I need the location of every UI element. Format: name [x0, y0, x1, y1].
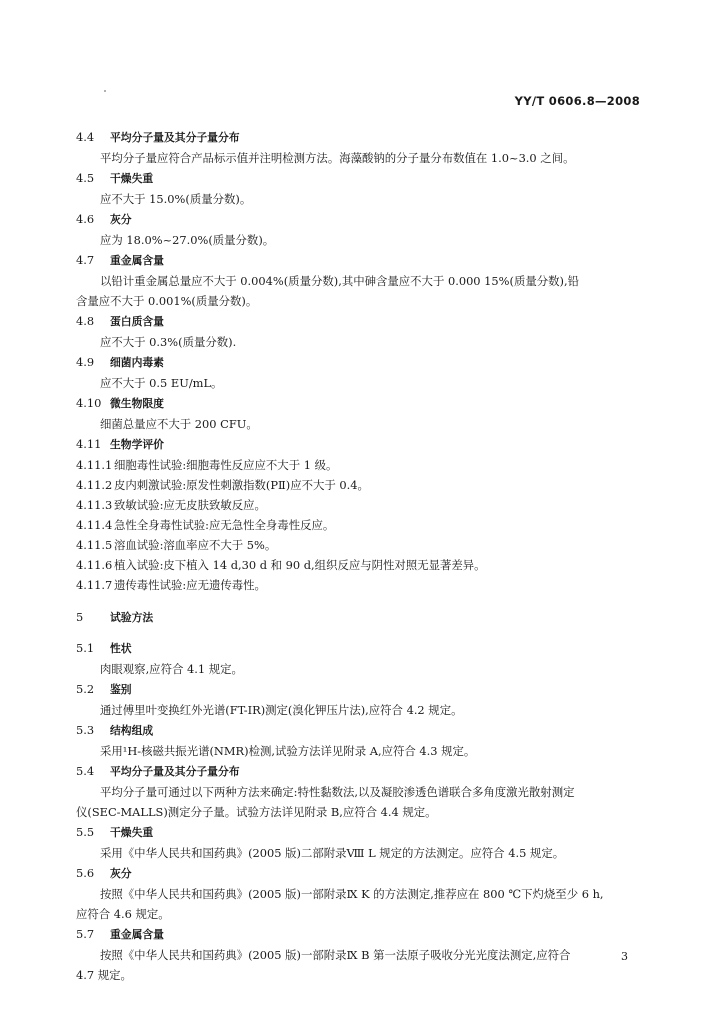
subclause-number: 4.11.5	[76, 538, 113, 552]
paragraph-line	[76, 744, 646, 758]
clause-number: 4.6	[76, 212, 95, 226]
paragraph-line	[76, 233, 646, 247]
paragraph-line	[76, 887, 646, 901]
clause-number: 4.9	[76, 355, 95, 369]
clause-title: 平均分子量及其分子量分布	[110, 765, 240, 778]
paragraph-line	[76, 151, 646, 165]
subclause-text: 溶血试验:溶血率应不大于 5%。	[114, 538, 277, 552]
subclause-number: 4.11.3	[76, 498, 113, 512]
paragraph-text: 4.7 规定。	[76, 968, 132, 982]
subclause-line	[76, 478, 646, 492]
subclause-line	[76, 498, 646, 512]
clause-heading	[76, 723, 646, 738]
paragraph-line	[76, 376, 646, 390]
standard-code: YY/T 0606.8—2008	[514, 94, 640, 108]
clause-title: 鉴别	[110, 683, 132, 696]
subclause-text: 细胞毒性试验:细胞毒性反应应不大于 1 级。	[114, 458, 338, 472]
paragraph-text: 应不大于 15.0%(质量分数)。	[100, 192, 252, 206]
paragraph-text: 平均分子量应符合产品标示值并注明检测方法。海藻酸钠的分子量分布数值在 1.0~3.0 之间。	[100, 151, 575, 165]
paragraph-line	[76, 335, 646, 349]
paragraph-text: 按照《中华人民共和国药典》(2005 版)一部附录Ⅸ B 第一法原子吸收分光光度法测定,应符合	[100, 948, 571, 962]
clause-title: 干燥失重	[110, 172, 154, 185]
paragraph-continuation	[76, 907, 646, 921]
subclause-line	[76, 558, 646, 572]
paragraph-text: 应符合 4.6 规定。	[76, 907, 170, 921]
clause-title: 重金属含量	[110, 928, 164, 941]
paragraph-line	[76, 703, 646, 717]
clause-number: 5.6	[76, 866, 95, 880]
clause-title: 重金属含量	[110, 254, 164, 267]
paragraph-text: 按照《中华人民共和国药典》(2005 版)一部附录Ⅸ K 的方法测定,推荐应在 800 ℃下灼烧至少 6 h,	[100, 887, 604, 901]
paragraph-text: 采用¹H-核磁共振光谱(NMR)检测,试验方法详见附录 A,应符合 4.3 规定。	[100, 744, 476, 758]
paragraph-line	[76, 192, 646, 206]
subclause-number: 4.11.2	[76, 478, 113, 492]
clause-heading	[76, 253, 646, 268]
subclause-number: 4.11.4	[76, 518, 113, 532]
clause-title: 灰分	[110, 867, 132, 880]
clause-heading	[76, 396, 646, 411]
subclause-text: 致敏试验:应无皮肤致敏反应。	[114, 498, 266, 512]
paragraph-text: 平均分子量可通过以下两种方法来确定:特性黏数法,以及凝胶渗透色谱联合多角度激光散射测定	[100, 785, 575, 799]
paragraph-line	[76, 662, 646, 676]
clause-number: 5.4	[76, 764, 95, 778]
clause-heading	[76, 825, 646, 840]
paragraph-line	[76, 785, 646, 799]
clause-title: 结构组成	[110, 724, 154, 737]
paragraph-line	[76, 417, 646, 431]
paragraph-line	[76, 846, 646, 860]
clause-heading	[76, 314, 646, 329]
paragraph-continuation	[76, 968, 646, 982]
clause-title: 性状	[110, 642, 132, 655]
paragraph-text: 应为 18.0%~27.0%(质量分数)。	[100, 233, 275, 247]
clause-number: 4.10	[76, 396, 102, 410]
subclause-number: 4.11.6	[76, 558, 113, 572]
paragraph-line	[76, 948, 646, 962]
paragraph-continuation	[76, 805, 646, 819]
clause-heading	[76, 866, 646, 881]
clause-heading	[76, 641, 646, 656]
document-body	[76, 124, 646, 982]
clause-number: 4.11	[76, 437, 102, 451]
subclause-text: 遗传毒性试验:应无遗传毒性。	[114, 578, 266, 592]
page-number: 3	[621, 950, 628, 963]
subclause-number: 4.11.1	[76, 458, 113, 472]
clause-title: 微生物限度	[110, 397, 164, 410]
paragraph-text: 应不大于 0.5 EU/mL。	[100, 376, 223, 390]
clause-title: 平均分子量及其分子量分布	[110, 131, 240, 144]
clause-number: 5	[76, 610, 84, 624]
paragraph-continuation	[76, 294, 646, 308]
clause-number: 4.5	[76, 171, 95, 185]
clause-number: 4.8	[76, 314, 95, 328]
clause-heading	[76, 437, 646, 452]
paragraph-text: 肉眼观察,应符合 4.1 规定。	[100, 662, 243, 676]
paragraph-line	[76, 274, 646, 288]
subclause-text: 植入试验:皮下植入 14 d,30 d 和 90 d,组织反应与阴性对照无显著差异。	[114, 558, 486, 572]
clause-number: 4.4	[76, 130, 95, 144]
paragraph-text: 通过傅里叶变换红外光谱(FT-IR)测定(溴化钾压片法),应符合 4.2 规定。	[100, 703, 463, 717]
clause-number: 5.2	[76, 682, 95, 696]
paragraph-text: 采用《中华人民共和国药典》(2005 版)二部附录Ⅷ L 规定的方法测定。应符合 4.5 规定。	[100, 846, 565, 860]
paragraph-text: 含量应不大于 0.001%(质量分数)。	[76, 294, 258, 308]
clause-title: 生物学评价	[110, 438, 164, 451]
clause-heading	[76, 682, 646, 697]
clause-title: 干燥失重	[110, 826, 154, 839]
subclause-line	[76, 518, 646, 532]
clause-number: 5.7	[76, 927, 95, 941]
paragraph-text: 应不大于 0.3%(质量分数).	[100, 335, 237, 349]
clause-heading	[76, 355, 646, 370]
clause-heading	[76, 927, 646, 942]
clause-heading	[76, 764, 646, 779]
clause-number: 4.7	[76, 253, 95, 267]
subclause-text: 急性全身毒性试验:应无急性全身毒性反应。	[114, 518, 335, 532]
clause-title: 灰分	[110, 213, 132, 226]
section-heading	[76, 610, 646, 625]
clause-heading	[76, 130, 646, 145]
subclause-line	[76, 458, 646, 472]
subclause-line	[76, 578, 646, 592]
paragraph-text: 以铅计重金属总量应不大于 0.004%(质量分数),其中砷含量应不大于 0.000 15%(质量分数),铅	[100, 274, 579, 288]
clause-number: 5.3	[76, 723, 95, 737]
paragraph-text: 仪(SEC-MALLS)测定分子量。试验方法详见附录 B,应符合 4.4 规定。	[76, 805, 437, 819]
clause-heading	[76, 212, 646, 227]
clause-heading	[76, 171, 646, 186]
clause-title: 试验方法	[110, 611, 154, 624]
clause-number: 5.1	[76, 641, 95, 655]
scan-speck	[104, 90, 106, 92]
subclause-line	[76, 538, 646, 552]
subclause-text: 皮内刺激试验:原发性刺激指数(PⅡ)应不大于 0.4。	[114, 478, 369, 492]
clause-title: 蛋白质含量	[110, 315, 164, 328]
paragraph-text: 细菌总量应不大于 200 CFU。	[100, 417, 258, 431]
clause-title: 细菌内毒素	[110, 356, 164, 369]
subclause-number: 4.11.7	[76, 578, 113, 592]
clause-number: 5.5	[76, 825, 95, 839]
